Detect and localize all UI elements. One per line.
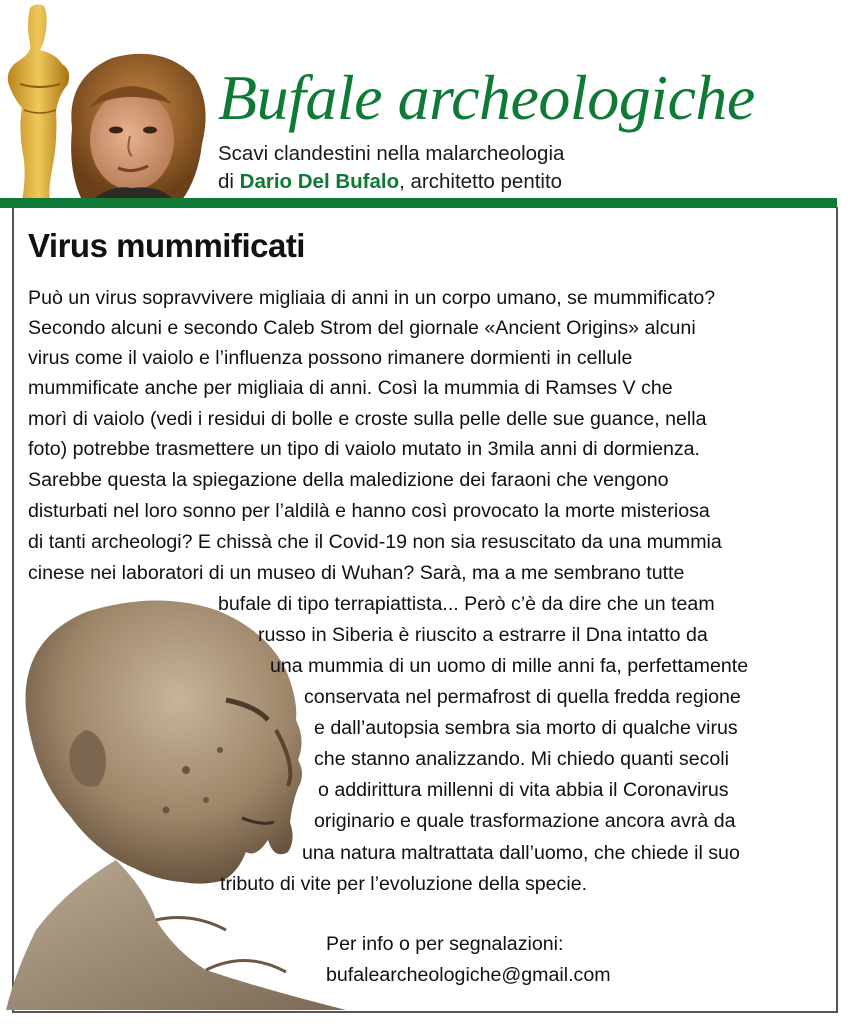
- body-line-19: una natura maltrattata dall’uomo, che chiede il suo: [302, 842, 740, 864]
- column-header: [0, 0, 848, 200]
- author-name: Dario Del Bufalo: [239, 170, 400, 193]
- column-title: Bufale archeologiche: [218, 62, 755, 133]
- byline-prefix: di: [218, 170, 240, 193]
- body-line-4: mummificate anche per migliaia di anni. Così la mummia di Ramses V che: [28, 377, 673, 399]
- body-line-16: che stanno analizzando. Mi chiedo quanti secoli: [314, 748, 729, 770]
- author-portrait-image: [62, 48, 210, 200]
- byline-suffix: , architetto pentito: [399, 170, 563, 193]
- body-line-2: Secondo alcuni e secondo Caleb Strom del giornale «Ancient Origins» alcuni: [28, 317, 696, 339]
- contact-email[interactable]: bufalearcheologiche@gmail.com: [326, 964, 611, 986]
- body-line-13: una mummia di un uomo di mille anni fa, perfettamente: [270, 655, 749, 677]
- body-line-6: foto) potrebbe trasmettere un tipo di vaiolo mutato in 3mila anni di dormienza.: [28, 438, 700, 460]
- body-line-11: bufale di tipo terrapiattista... Però c’è da dire che un team: [218, 593, 715, 615]
- body-line-5: morì di vaiolo (vedi i residui di bolle e croste sulla pelle delle sue guance, nella: [28, 408, 707, 430]
- body-line-7: Sarebbe questa la spiegazione della maledizione dei faraoni che vengono: [28, 469, 669, 491]
- contact-label: Per info o per segnalazioni:: [326, 933, 564, 955]
- body-line-10: cinese nei laboratori di un museo di Wuhan? Sarà, ma a me sembrano tutte: [28, 562, 685, 584]
- body-line-14: conservata nel permafrost di quella fredda regione: [304, 686, 741, 708]
- body-line-18: originario e quale trasformazione ancora avrà da: [314, 810, 736, 832]
- body-line-17: o addirittura millenni di vita abbia il Coronavirus: [318, 779, 729, 801]
- body-line-1: Può un virus sopravvivere migliaia di anni in un corpo umano, se mummificato?: [28, 287, 716, 309]
- body-line-20: tributo di vite per l’evoluzione della specie.: [220, 873, 588, 895]
- subtitle-line: Scavi clandestini nella malarcheologia: [218, 142, 565, 165]
- body-line-8: disturbati nel loro sonno per l’aldilà e hanno così provocato la morte misteriosa: [28, 500, 710, 522]
- body-line-15: e dall’autopsia sembra sia morto di qualche virus: [314, 717, 738, 739]
- body-line-9: di tanti archeologi? E chissà che il Covid-19 non sia resuscitato da una mummia: [28, 531, 722, 553]
- article-headline: Virus mummificati: [28, 227, 305, 264]
- body-line-3: virus come il vaiolo e l’influenza possono rimanere dormienti in cellule: [28, 347, 633, 369]
- body-line-12: russo in Siberia è riuscito a estrarre il Dna intatto da: [258, 624, 708, 646]
- column-subtitle: [218, 140, 564, 196]
